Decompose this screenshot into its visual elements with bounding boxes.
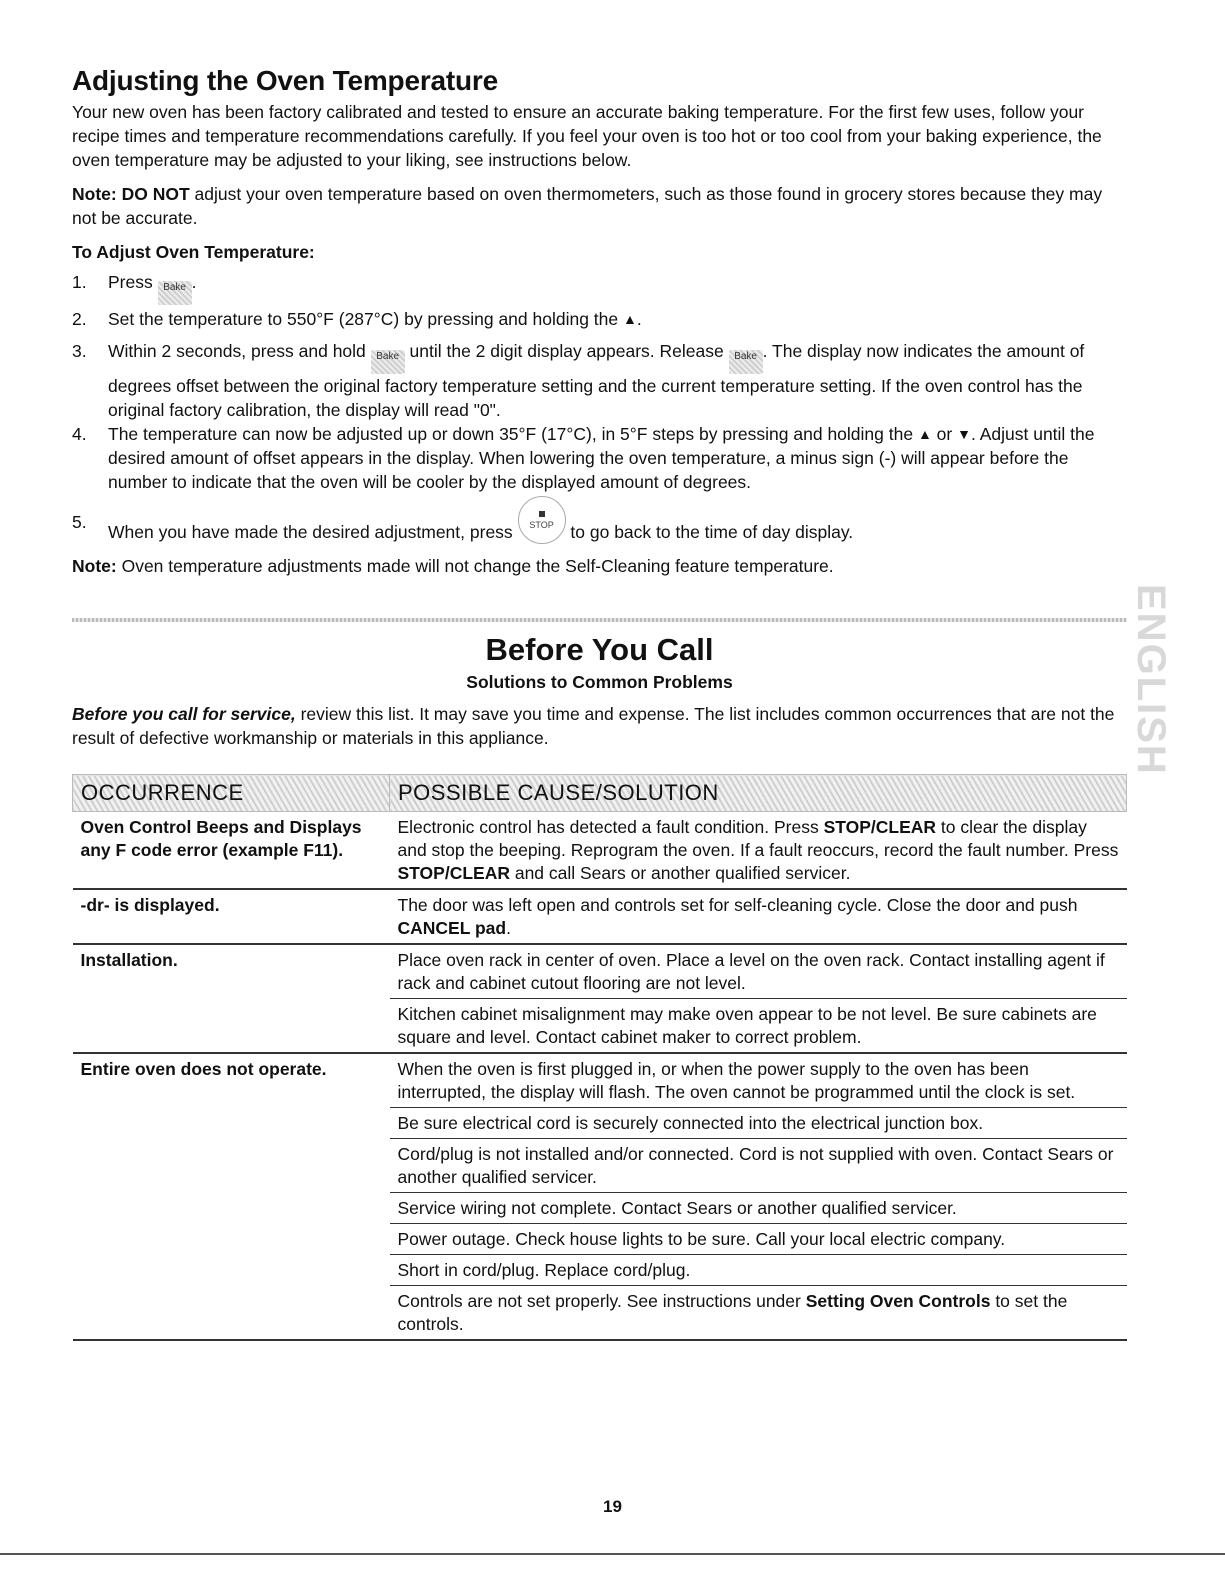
step-number: 2.: [72, 309, 87, 329]
bottom-rule: [0, 1553, 1225, 1555]
step-text: . Adjust until the desired amount of offset appears in the display. When lowering the oven temperature, a minus sign (-) will appear before the number to indicate that the oven will be cooler by the displayed amount of degrees.: [108, 424, 1095, 492]
solution-text: and call Sears or another qualified servicer.: [509, 863, 851, 883]
step-number: 5.: [72, 512, 87, 532]
section-divider: [72, 618, 1127, 622]
solution-cell: Kitchen cabinet misalignment may make oven appear to be not level. Be sure cabinets are square and level. Contact cabinet maker to correct problem.: [390, 999, 1127, 1054]
occurrence-cell: -dr- is displayed.: [73, 889, 390, 944]
solution-bold: CANCEL pad: [397, 918, 507, 938]
col-solution: POSSIBLE CAUSE/SOLUTION: [390, 775, 1127, 812]
section-title-adjust: Adjusting the Oven Temperature: [72, 65, 498, 96]
bake-key-icon: Bake: [729, 350, 763, 374]
solution-text: Electronic control has detected a fault condition. Press: [397, 817, 824, 837]
table-row: [73, 812, 1127, 890]
lead-text: review this list. It may save you time and expense. The list includes common occurrences that are not the result of defective workmanship or materials in this appliance.: [72, 704, 1115, 748]
adjust-intro: Your new oven has been factory calibrated and tested to ensure an accurate baking temperature. For the first few uses, follow your recipe times and temperature recommendations carefully. If you feel your oven is too hot or too cool from your baking experience, the oven temperature may be adjusted to your liking, see instructions below.: [72, 102, 1102, 170]
note-label: Note: DO NOT: [72, 184, 190, 204]
table-row: [73, 944, 1127, 999]
occurrence-cell: Installation.: [73, 944, 390, 1053]
step-number: 4.: [72, 424, 87, 444]
step-text: . The display now indicates the amount of degrees offset between the original factory temperature setting and the current temperature setting. If the oven control has the original factory calibration, the display will read "0".: [108, 341, 1085, 420]
solution-cell: [390, 812, 1127, 890]
step-text: until the 2 digit display appears. Release: [404, 341, 729, 361]
solution-text: The door was left open and controls set for self-cleaning cycle. Close the door and push: [397, 895, 1078, 915]
arrow-up-icon: ▲: [623, 311, 637, 327]
solution-bold: Setting Oven Controls: [805, 1291, 991, 1311]
bake-key-icon: Bake: [158, 281, 192, 305]
arrow-down-icon: ▼: [957, 426, 971, 442]
section-title-before-call: Before You Call: [485, 632, 714, 667]
before-call-intro: [72, 702, 1127, 750]
step-number: 3.: [72, 341, 87, 361]
step-text: Press: [108, 272, 158, 292]
troubleshooting-table: [72, 774, 1127, 1341]
solution-text: to set the controls.: [397, 1291, 1068, 1334]
solution-bold: STOP/CLEAR: [823, 817, 937, 837]
occurrence-cell: Oven Control Beeps and Displays any F code error (example F11).: [73, 812, 390, 890]
page-number: 19: [603, 1497, 622, 1516]
section-subtitle: Solutions to Common Problems: [466, 672, 733, 692]
bake-key-icon: Bake: [371, 350, 405, 374]
table-header: [73, 775, 1127, 812]
occurrence-cell: Entire oven does not operate.: [73, 1053, 390, 1340]
solution-cell: Service wiring not complete. Contact Sears or another qualified servicer.: [390, 1193, 1127, 1224]
solution-cell: Power outage. Check house lights to be sure. Call your local electric company.: [390, 1224, 1127, 1255]
col-occurrence: OCCURRENCE: [73, 775, 390, 812]
step-5: [72, 510, 1127, 558]
solution-text: Controls are not set properly. See instructions under: [397, 1291, 806, 1311]
solution-cell: Cord/plug is not installed and/or connected. Cord is not supplied with oven. Contact Sears or another qualified servicer.: [390, 1139, 1127, 1193]
note-text: adjust your oven temperature based on oven thermometers, such as those found in grocery stores because they may not be accurate.: [72, 184, 1103, 228]
step-1: [72, 270, 1127, 305]
table-row: [73, 889, 1127, 944]
table-row: [73, 1053, 1127, 1108]
step-text: .: [636, 309, 642, 329]
solution-cell: [390, 1286, 1127, 1341]
solution-text: to clear the display and stop the beeping. Reprogram the oven. If a fault reoccurs, record the fault number. Press: [397, 817, 1119, 860]
arrow-up-icon: ▲: [917, 426, 932, 442]
solution-cell: When the oven is first plugged in, or when the power supply to the oven has been interrupted, the display will flash. The oven cannot be programmed until the clock is set.: [390, 1053, 1127, 1108]
step-text: or: [931, 424, 958, 444]
step-text: Within 2 seconds, press and hold: [108, 341, 371, 361]
stop-key-icon: [518, 496, 566, 544]
stop-key-label: STOP: [529, 520, 554, 530]
step-4: [72, 422, 1127, 494]
solution-text: .: [506, 918, 511, 938]
step-number: 1.: [72, 272, 87, 292]
note-text: Oven temperature adjustments made will not change the Self-Cleaning feature temperature.: [116, 556, 834, 576]
page-content: [72, 65, 1127, 1334]
adjust-note: [72, 182, 1127, 230]
step-text: .: [191, 272, 197, 292]
step-text: Set the temperature to 550°F (287°C) by pressing and holding the: [108, 309, 623, 329]
solution-cell: Be sure electrical cord is securely connected into the electrical junction box.: [390, 1108, 1127, 1139]
language-side-tab: ENGLISH: [1129, 584, 1173, 776]
step-2: [72, 307, 1127, 331]
note-label: Note:: [72, 556, 117, 576]
steps-heading: To Adjust Oven Temperature:: [72, 242, 315, 262]
solution-cell: Short in cord/plug. Replace cord/plug.: [390, 1255, 1127, 1286]
step-text: When you have made the desired adjustment, press: [108, 522, 518, 542]
lead-bold: Before you call for service,: [72, 704, 296, 724]
solution-bold: STOP/CLEAR: [397, 863, 510, 883]
step-text: The temperature can now be adjusted up or down 35°F (17°C), in 5°F steps by pressing and holding the: [108, 424, 918, 444]
solution-cell: Place oven rack in center of oven. Place a level on the oven rack. Contact installing agent if rack and cabinet cutout flooring are not level.: [390, 944, 1127, 999]
solution-cell: [390, 889, 1127, 944]
adjust-steps: [72, 270, 1127, 558]
step-text: to go back to the time of day display.: [565, 522, 854, 542]
step-3: [72, 339, 1127, 422]
